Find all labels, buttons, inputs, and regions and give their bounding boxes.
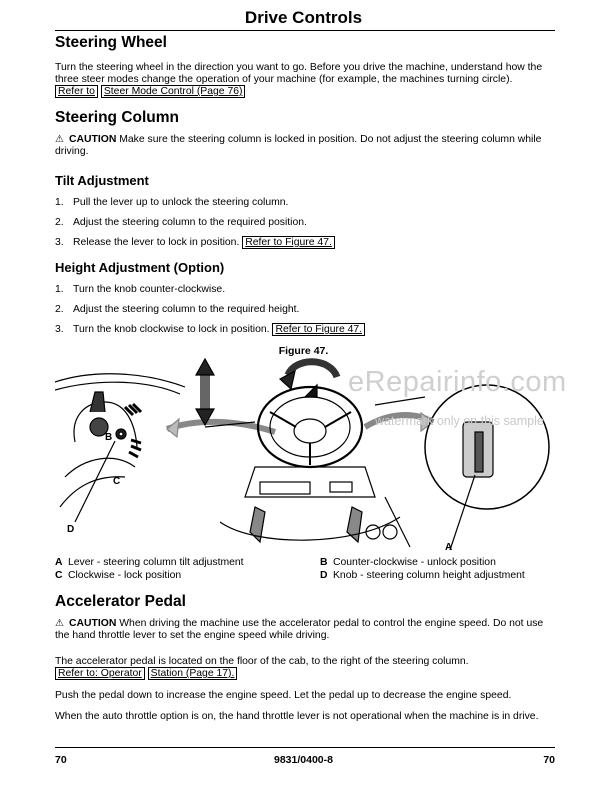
rotation-arrow	[288, 362, 337, 377]
caution-label: CAUTION	[69, 134, 117, 145]
accelerator-caution	[55, 618, 555, 642]
watermark-sub: watermark only on this sample	[375, 414, 544, 428]
title-divider	[55, 30, 555, 31]
steering-column-caution	[55, 134, 555, 158]
page-number-right: 70	[543, 754, 555, 766]
caption-text: Knob - steering column height adjustment	[333, 570, 525, 581]
accelerator-paragraph-3: When the auto throttle option is on, the hand throttle lever is not operational when the machine is in drive.	[55, 711, 539, 722]
step-number: 3.	[55, 324, 64, 335]
step-text: Turn the knob clockwise to lock in position.	[73, 324, 270, 335]
accelerator-pedal	[347, 507, 362, 542]
step-text: Pull the lever up to unlock the steering column.	[73, 197, 289, 208]
steering-wheel-paragraph	[55, 62, 555, 98]
list-item	[55, 304, 299, 315]
page-number-left: 70	[55, 754, 67, 766]
steering-column-heading: Steering Column	[55, 109, 180, 126]
switch-panel	[260, 482, 310, 494]
accelerator-paragraph-1	[55, 656, 555, 680]
steer-mode-ref-link[interactable]: Refer to	[55, 85, 98, 98]
caption-key: D	[320, 570, 328, 581]
step-number: 2.	[55, 217, 64, 228]
page-title: Drive Controls	[244, 8, 363, 27]
document-number: 9831/0400-8	[274, 754, 333, 766]
figure-label-a: A	[445, 542, 453, 552]
caption-key: C	[55, 570, 63, 581]
caption-a	[55, 557, 244, 568]
accelerator-paragraph-2: Push the pedal down to increase the engine speed. Let the pedal up to decrease the engine speed.	[55, 690, 512, 701]
wheel-hub	[294, 419, 326, 443]
leader-line-a	[450, 475, 475, 550]
caution-label: CAUTION	[69, 618, 117, 629]
figure-47-ref-link[interactable]: Refer to Figure 47.	[242, 236, 335, 249]
step-number: 1.	[55, 284, 64, 295]
step-text: Turn the knob counter-clockwise.	[73, 284, 226, 295]
caution-triangle-icon: ⚠	[55, 134, 64, 145]
accelerator-pedal-heading: Accelerator Pedal	[55, 593, 186, 610]
steering-wheel-heading: Steering Wheel	[55, 34, 167, 51]
leader-line-d	[75, 441, 115, 522]
list-item	[55, 237, 335, 248]
tilt-lever	[90, 392, 105, 412]
step-text: Release the lever to lock in position.	[73, 237, 240, 248]
height-adjustment-heading: Height Adjustment (Option)	[55, 260, 225, 275]
step-number: 3.	[55, 237, 64, 248]
caption-key: B	[320, 557, 328, 568]
list-item	[55, 284, 225, 295]
step-number: 1.	[55, 197, 64, 208]
figure-47-ref-link[interactable]: Refer to Figure 47.	[272, 323, 365, 336]
figure-label-b: B	[105, 432, 113, 443]
watermark: eRepairinfo.com	[348, 366, 567, 398]
step-text: Adjust the steering column to the required height.	[73, 304, 300, 315]
caption-c	[55, 570, 181, 581]
caution-triangle-icon: ⚠	[55, 618, 64, 629]
caption-d	[320, 570, 525, 581]
step-text: Adjust the steering column to the required position.	[73, 217, 307, 228]
steer-mode-ref-link-cont[interactable]: Steer Mode Control (Page 76)	[101, 85, 246, 98]
list-item	[55, 217, 307, 228]
operator-station-ref-link-cont[interactable]: Station (Page 17).	[148, 667, 238, 680]
figure-label-d: D	[67, 524, 75, 535]
steering-wheel-body: Turn the steering wheel in the direction you want to go. Before you drive the machine, understand how the three steer modes change the operation of your machine (for example, the machines turning circle).	[55, 62, 543, 85]
caution-text: Make sure the steering column is locked in position. Do not adjust the steering column while driving.	[55, 134, 542, 157]
caption-key: A	[55, 557, 63, 568]
operator-station-ref-link[interactable]: Refer to: Operator	[55, 667, 145, 680]
caption-text: Counter-clockwise - unlock position	[333, 557, 496, 568]
figure-title: Figure 47.	[278, 345, 329, 357]
list-item	[55, 324, 365, 335]
figure-label-c: C	[113, 476, 121, 487]
paragraph-text: The accelerator pedal is located on the floor of the cab, to the right of the steering column.	[55, 656, 469, 667]
footer-divider	[55, 747, 555, 748]
tilt-adjustment-heading: Tilt Adjustment	[55, 173, 149, 188]
caption-b	[320, 557, 496, 568]
caution-text: When driving the machine use the accelerator pedal to control the engine speed. Do not use the hand throttle lever to set the engine speed while driving.	[55, 618, 544, 641]
caption-text: Lever - steering column tilt adjustment	[68, 557, 244, 568]
list-item	[55, 197, 288, 208]
step-number: 2.	[55, 304, 64, 315]
caption-text: Clockwise - lock position	[68, 570, 182, 581]
